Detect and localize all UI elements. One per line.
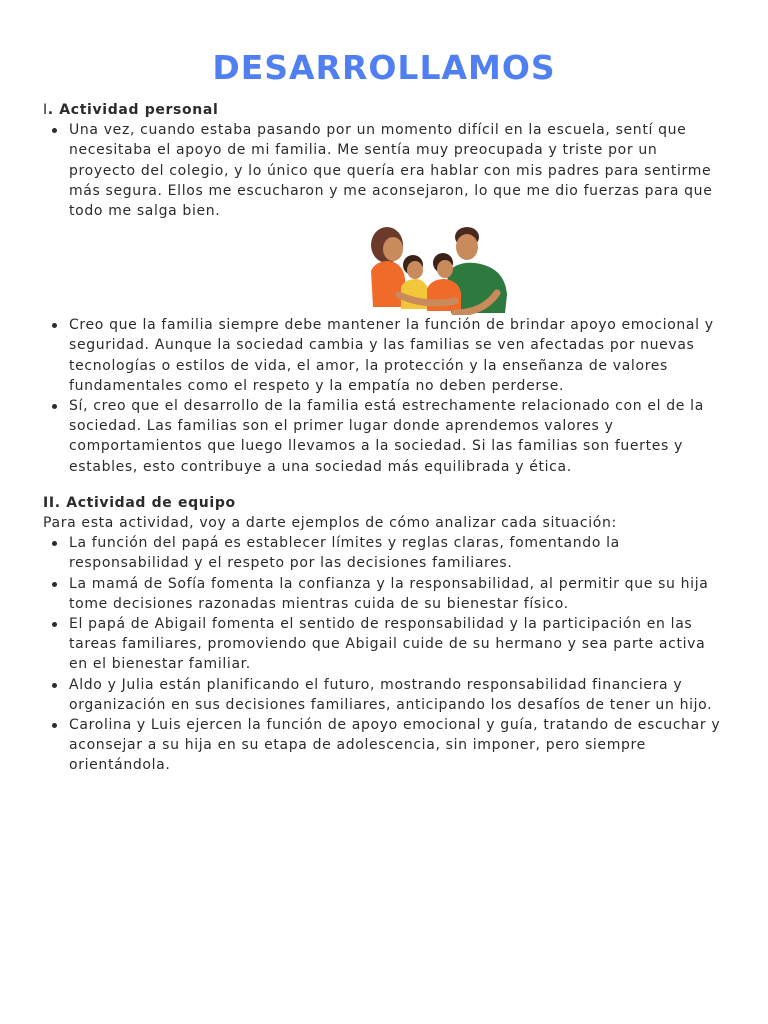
list-item: Creo que la familia siempre debe mantener la función de brindar apoyo emocional y seguridad. Aunque la sociedad cambia y las familias se ven afectadas por nuevas tecnologías o estilos de vida, el amor, la protección y la enseñanza de valores fundamentales como el respeto y la empatía no deben perderse.	[43, 315, 723, 396]
list-item: La función del papá es establecer límites y reglas claras, fomentando la responsabilidad y el respeto por las decisiones familiares.	[43, 533, 723, 573]
section-1-roman: I	[43, 102, 48, 118]
section-1-heading-text: . Actividad personal	[47, 102, 219, 118]
section-2-intro: Para esta actividad, voy a darte ejemplos de cómo analizar cada situación:	[43, 515, 617, 532]
family-illustration	[365, 223, 515, 315]
list-item: La mamá de Sofía fomenta la confianza y la responsabilidad, al permitir que su hija tome decisiones razonadas mientras cuida de su bienestar físico.	[43, 574, 723, 614]
list-item: Carolina y Luis ejercen la función de apoyo emocional y guía, tratando de escuchar y aconsejar a su hija en su etapa de adolescencia, sin imponer, pero siempre orientándola.	[43, 715, 723, 776]
list-item: Aldo y Julia están planificando el futuro, mostrando responsabilidad financiera y organización en sus decisiones familiares, anticipando los desafíos de tener un hijo.	[43, 675, 723, 715]
list-item: Una vez, cuando estaba pasando por un momento difícil en la escuela, sentí que necesitaba el apoyo de mi familia. Me sentía muy preocupada y triste por un proyecto del colegio, y lo único que quería era hablar con mis padres para sentirme más segura. Ellos me escucharon y me aconsejaron, lo que me dio fuerzas para que todo me salga bien.	[43, 120, 723, 221]
spacer	[43, 477, 723, 493]
section-2-list	[43, 533, 723, 775]
document-body	[43, 100, 723, 776]
section-1-list-continued	[43, 315, 723, 477]
page-title: DESARROLLAMOS	[212, 48, 556, 87]
section-1-heading	[43, 100, 723, 120]
list-item: El papá de Abigail fomenta el sentido de responsabilidad y la participación en las tareas familiares, promoviendo que Abigail cuide de su hermano y sea parte activa en el bienestar familiar.	[43, 614, 723, 675]
section-2-heading: II. Actividad de equipo	[43, 494, 236, 511]
list-item: Sí, creo que el desarrollo de la familia está estrechamente relacionado con el de la sociedad. Las familias son el primer lugar donde aprendemos valores y comportamientos que luego llevamos a la sociedad. Si las familias son fuertes y estables, esto contribuye a una sociedad más equilibrada y ética.	[43, 396, 723, 477]
section-1-list	[43, 120, 723, 221]
